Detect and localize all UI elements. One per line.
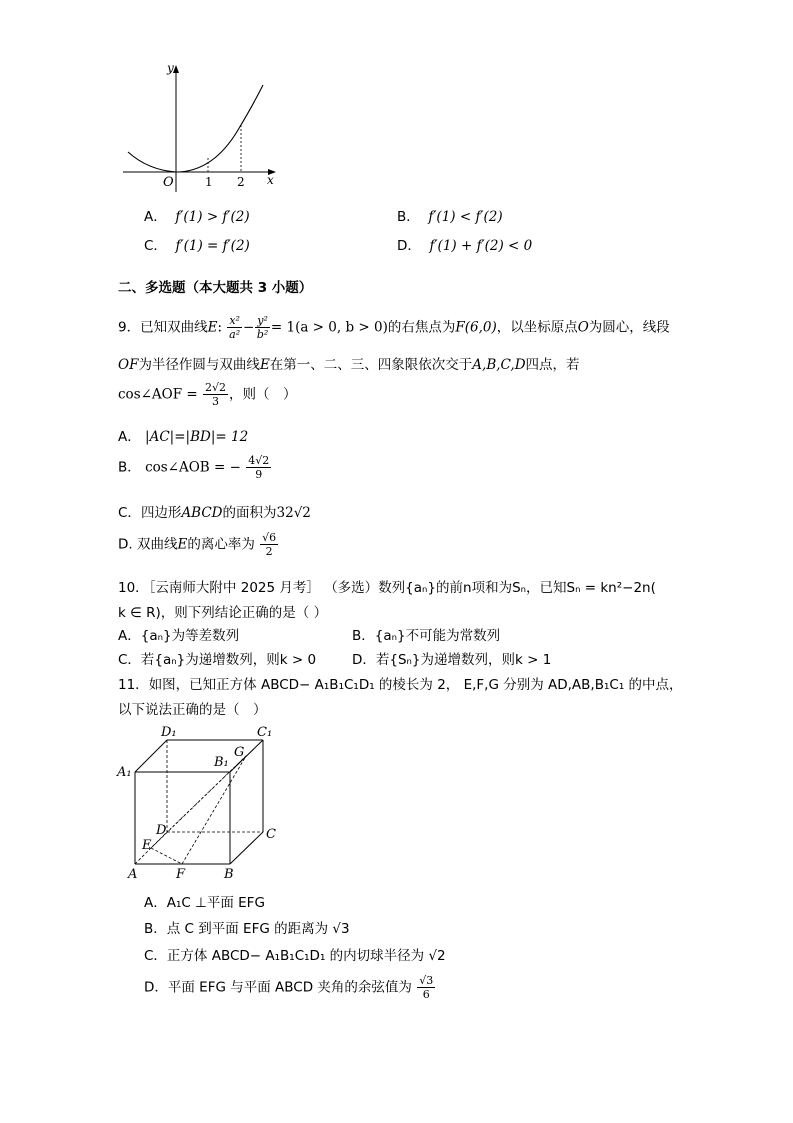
q11-option-a: A．A₁C ⊥平面 EFG <box>144 895 265 911</box>
q8-option-d: D． f′(1) + f′(2) < 0 <box>397 238 533 254</box>
q10-line1: 10．［云南师大附中 2025 月考］ （多选）数列{aₙ}的前n项和为Sₙ，已知Sₙ = kn²−2n( <box>118 580 656 596</box>
q11-line2: 以下说法正确的是（ ） <box>118 702 267 718</box>
label-b: B <box>224 867 234 882</box>
label-c: C <box>266 827 276 842</box>
q9-x-frac: $\frac{\text{x²}}{\text{a²}}$ <box>229 314 241 341</box>
q8-option-b: B． f′(1) < f′(2) <box>397 209 503 225</box>
q11-option-b: B．点 C 到平面 EFG 的距离为 √3 <box>144 921 350 937</box>
q9-option-b: B． cos∠AOB = − $\frac{4√2}{9}$ <box>118 454 270 481</box>
q10-line2: k ∈ R)，则下列结论正确的是（ ） <box>118 605 328 621</box>
q10-option-b: B．{aₙ}不可能为常数列 <box>352 628 501 644</box>
label-a1: A₁ <box>117 765 132 780</box>
q9-line1: 9．已知双曲线E: $\frac{\text{x²}}{\text{a²}}$ − $\frac{\text{y²}}{\text{b²}}$ = 1(a > 0, b > 0)的右焦点为F(6,0)，以坐标原点O为圆心，线段 <box>118 314 670 341</box>
q8-option-a: A． f′(1) > f′(2) <box>144 209 250 225</box>
q9-cos-frac: $\frac{2√2}{3}$ <box>205 381 227 408</box>
function-graph <box>118 60 283 195</box>
label-d: D <box>156 823 167 838</box>
cube-figure <box>115 722 285 882</box>
q9-option-c: C．四边形ABCD的面积为32√2 <box>118 505 311 521</box>
label-a: A <box>128 867 138 882</box>
q9-line2: OF为半径作圆与双曲线E在第一、二、三、四象限依次交于A,B,C,D四点，若 <box>118 357 580 373</box>
q10-option-d: D．若{Sₙ}为递增数列，则k > 1 <box>352 652 552 668</box>
q9-b-frac: $\frac{4√2}{9}$ <box>248 454 270 481</box>
section-heading: 二、多选题（本大题共 3 小题） <box>118 280 313 296</box>
q11-line1: 11．如图，已知正方体 ABCD− A₁B₁C₁D₁ 的棱长为 2， E,F,G 分别为 AD,AB,B₁C₁ 的中点， <box>118 677 683 693</box>
label-f: F <box>176 867 186 882</box>
label-c1: C₁ <box>257 725 273 740</box>
y-axis-label: y <box>167 61 174 75</box>
label-e: E <box>142 838 152 853</box>
q10-option-c: C．若{aₙ}为递增数列，则k > 0 <box>118 652 317 668</box>
q10-option-a: A．{aₙ}为等差数列 <box>118 628 240 644</box>
label-g: G <box>234 745 245 760</box>
q11-d-frac: $\frac{√3}{6}$ <box>419 974 434 1001</box>
origin-label: O <box>163 175 174 190</box>
x-axis-label: x <box>267 173 274 187</box>
q9-option-a: A． |AC|=|BD|= 12 <box>118 429 249 445</box>
q9-option-d: D. 双曲线E的离心率为 $\frac{√6}{2}$ <box>118 531 277 558</box>
label-b1: B₁ <box>214 755 229 770</box>
q8-option-c: C． f′(1) = f′(2) <box>144 238 250 254</box>
q11-option-d: D．平面 EFG 与平面 ABCD 夹角的余弦值为 $\frac{√3}{6}$ <box>144 974 434 1001</box>
q11-option-c: C．正方体 ABCD− A₁B₁C₁D₁ 的内切球半径为 √2 <box>144 948 446 964</box>
x-tick-1: 1 <box>205 175 213 189</box>
q9-d-frac: $\frac{√6}{2}$ <box>262 531 277 558</box>
label-d1: D₁ <box>161 725 177 740</box>
q9-line3: cos∠AOF = $\frac{2√2}{3}$ ，则（ ） <box>118 381 297 408</box>
q9-y-frac: $\frac{\text{y²}}{\text{b²}}$ <box>256 314 269 341</box>
x-tick-2: 2 <box>237 175 245 189</box>
